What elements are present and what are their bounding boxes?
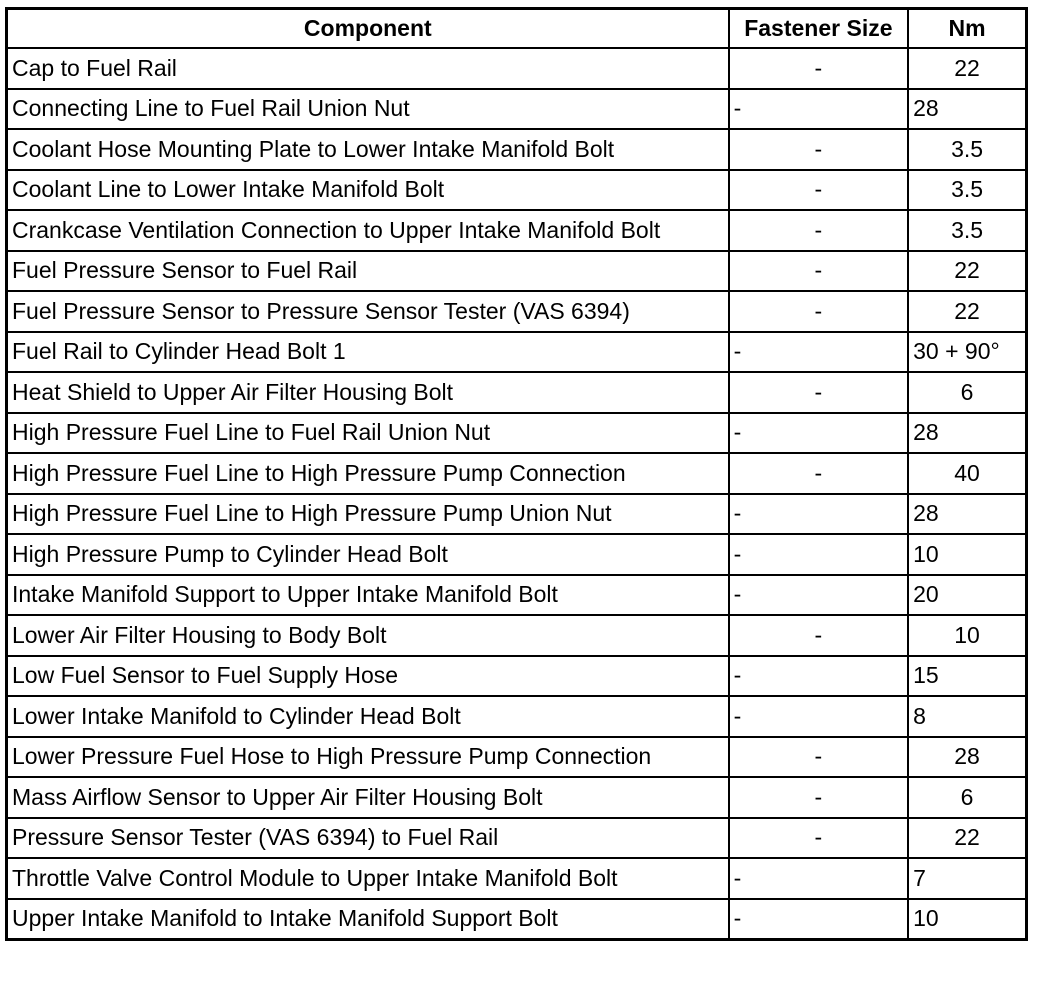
torque-nm-cell: 28 (908, 413, 1026, 454)
fastener-size-cell: - (729, 129, 909, 170)
torque-nm-cell: 22 (908, 818, 1026, 859)
component-cell: Low Fuel Sensor to Fuel Supply Hose (7, 656, 729, 697)
torque-nm-cell: 3.5 (908, 210, 1026, 251)
component-cell: Upper Intake Manifold to Intake Manifold Support Bolt (7, 899, 729, 940)
component-cell: High Pressure Fuel Line to High Pressure Pump Union Nut (7, 494, 729, 535)
fastener-size-cell: - (729, 413, 909, 454)
torque-nm-cell: 10 (908, 615, 1026, 656)
fastener-size-cell: - (729, 48, 909, 89)
fastener-size-cell: - (729, 818, 909, 859)
torque-nm-cell: 40 (908, 453, 1026, 494)
component-cell: Coolant Line to Lower Intake Manifold Bolt (7, 170, 729, 211)
fastener-size-cell: - (729, 777, 909, 818)
fastener-size-cell: - (729, 575, 909, 616)
component-cell: Fuel Rail to Cylinder Head Bolt 1 (7, 332, 729, 373)
table-row (7, 737, 1027, 778)
table-row (7, 534, 1027, 575)
table-row (7, 494, 1027, 535)
torque-nm-cell: 3.5 (908, 170, 1026, 211)
torque-nm-cell: 6 (908, 372, 1026, 413)
torque-nm-cell: 10 (908, 899, 1026, 940)
table-row (7, 696, 1027, 737)
torque-nm-cell: 28 (908, 494, 1026, 535)
table-header-row (7, 9, 1027, 49)
fastener-size-cell: - (729, 494, 909, 535)
torque-nm-cell: 6 (908, 777, 1026, 818)
torque-nm-cell: 10 (908, 534, 1026, 575)
torque-nm-cell: 22 (908, 48, 1026, 89)
column-header-nm: Nm (908, 9, 1026, 49)
table-row (7, 453, 1027, 494)
fastener-size-cell: - (729, 534, 909, 575)
component-cell: Fuel Pressure Sensor to Fuel Rail (7, 251, 729, 292)
table-row (7, 858, 1027, 899)
torque-nm-cell: 28 (908, 89, 1026, 130)
component-cell: Heat Shield to Upper Air Filter Housing Bolt (7, 372, 729, 413)
torque-nm-cell: 20 (908, 575, 1026, 616)
fastener-size-cell: - (729, 291, 909, 332)
component-cell: Lower Pressure Fuel Hose to High Pressure Pump Connection (7, 737, 729, 778)
fastener-size-cell: - (729, 251, 909, 292)
torque-nm-cell: 15 (908, 656, 1026, 697)
table-row (7, 413, 1027, 454)
component-cell: Connecting Line to Fuel Rail Union Nut (7, 89, 729, 130)
component-cell: Throttle Valve Control Module to Upper Intake Manifold Bolt (7, 858, 729, 899)
fastener-size-cell: - (729, 858, 909, 899)
table-row (7, 210, 1027, 251)
table-row (7, 615, 1027, 656)
torque-nm-cell: 3.5 (908, 129, 1026, 170)
fastener-size-cell: - (729, 899, 909, 940)
torque-nm-cell: 7 (908, 858, 1026, 899)
table-row (7, 129, 1027, 170)
component-cell: Lower Air Filter Housing to Body Bolt (7, 615, 729, 656)
torque-nm-cell: 22 (908, 251, 1026, 292)
component-cell: Crankcase Ventilation Connection to Upper Intake Manifold Bolt (7, 210, 729, 251)
table-row (7, 818, 1027, 859)
component-cell: Lower Intake Manifold to Cylinder Head Bolt (7, 696, 729, 737)
table-row (7, 777, 1027, 818)
table-row (7, 656, 1027, 697)
table-row (7, 332, 1027, 373)
table-row (7, 170, 1027, 211)
fastener-size-cell: - (729, 170, 909, 211)
table-row (7, 251, 1027, 292)
fastener-size-cell: - (729, 89, 909, 130)
component-cell: Pressure Sensor Tester (VAS 6394) to Fuel Rail (7, 818, 729, 859)
fastener-size-cell: - (729, 210, 909, 251)
table-body (7, 48, 1027, 940)
component-cell: High Pressure Fuel Line to High Pressure Pump Connection (7, 453, 729, 494)
table-row (7, 372, 1027, 413)
component-cell: Coolant Hose Mounting Plate to Lower Intake Manifold Bolt (7, 129, 729, 170)
column-header-fastener-size: Fastener Size (729, 9, 909, 49)
torque-spec-table (5, 7, 1028, 941)
table-row (7, 48, 1027, 89)
torque-nm-cell: 30 + 90° (908, 332, 1026, 373)
component-cell: High Pressure Fuel Line to Fuel Rail Union Nut (7, 413, 729, 454)
fastener-size-cell: - (729, 615, 909, 656)
component-cell: Intake Manifold Support to Upper Intake Manifold Bolt (7, 575, 729, 616)
torque-nm-cell: 8 (908, 696, 1026, 737)
table-row (7, 291, 1027, 332)
table-row (7, 575, 1027, 616)
fastener-size-cell: - (729, 372, 909, 413)
column-header-component: Component (7, 9, 729, 49)
fastener-size-cell: - (729, 656, 909, 697)
component-cell: High Pressure Pump to Cylinder Head Bolt (7, 534, 729, 575)
table-row (7, 899, 1027, 940)
fastener-size-cell: - (729, 332, 909, 373)
table-row (7, 89, 1027, 130)
component-cell: Mass Airflow Sensor to Upper Air Filter Housing Bolt (7, 777, 729, 818)
fastener-size-cell: - (729, 453, 909, 494)
component-cell: Cap to Fuel Rail (7, 48, 729, 89)
fastener-size-cell: - (729, 737, 909, 778)
torque-nm-cell: 22 (908, 291, 1026, 332)
fastener-size-cell: - (729, 696, 909, 737)
torque-nm-cell: 28 (908, 737, 1026, 778)
component-cell: Fuel Pressure Sensor to Pressure Sensor Tester (VAS 6394) (7, 291, 729, 332)
